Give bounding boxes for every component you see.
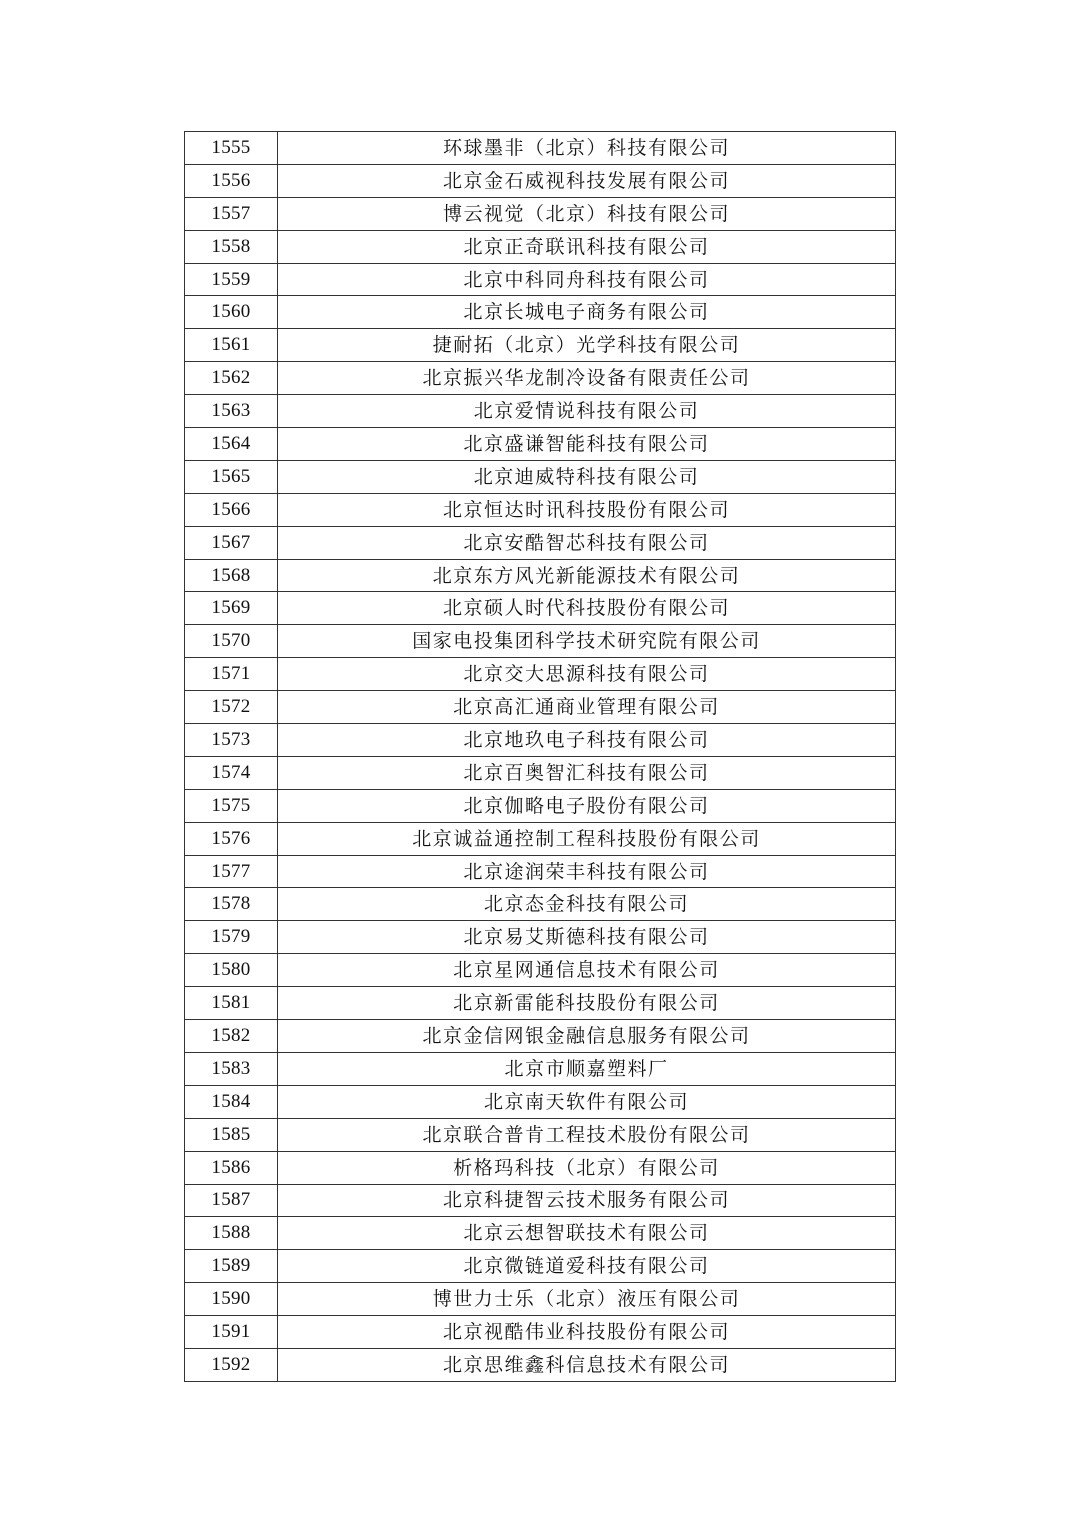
table-row [185, 1151, 896, 1184]
table-row [185, 1118, 896, 1151]
company-name: 北京地玖电子科技有限公司 [278, 724, 896, 757]
company-name: 北京伽略电子股份有限公司 [278, 789, 896, 822]
company-name: 北京途润荣丰科技有限公司 [278, 855, 896, 888]
company-table-body [185, 132, 896, 1382]
row-number: 1560 [185, 296, 278, 329]
company-name: 北京恒达时讯科技股份有限公司 [278, 493, 896, 526]
row-number: 1565 [185, 460, 278, 493]
company-name: 北京态金科技有限公司 [278, 888, 896, 921]
row-number: 1592 [185, 1348, 278, 1381]
row-number: 1585 [185, 1118, 278, 1151]
row-number: 1583 [185, 1052, 278, 1085]
company-name: 北京交大思源科技有限公司 [278, 658, 896, 691]
table-row [185, 855, 896, 888]
company-name: 博世力士乐（北京）液压有限公司 [278, 1283, 896, 1316]
table-row [185, 493, 896, 526]
table-row [185, 428, 896, 461]
company-name: 北京科捷智云技术服务有限公司 [278, 1184, 896, 1217]
company-name: 北京新雷能科技股份有限公司 [278, 987, 896, 1020]
table-row [185, 460, 896, 493]
row-number: 1584 [185, 1085, 278, 1118]
row-number: 1566 [185, 493, 278, 526]
table-row [185, 395, 896, 428]
table-row [185, 625, 896, 658]
table-row [185, 658, 896, 691]
company-name: 北京盛谦智能科技有限公司 [278, 428, 896, 461]
table-row [185, 592, 896, 625]
company-name: 北京云想智联技术有限公司 [278, 1217, 896, 1250]
company-name: 北京星网通信息技术有限公司 [278, 954, 896, 987]
company-name: 北京市顺嘉塑料厂 [278, 1052, 896, 1085]
company-name: 北京思维鑫科信息技术有限公司 [278, 1348, 896, 1381]
row-number: 1564 [185, 428, 278, 461]
row-number: 1590 [185, 1283, 278, 1316]
table-row [185, 132, 896, 165]
row-number: 1591 [185, 1316, 278, 1349]
row-number: 1561 [185, 329, 278, 362]
row-number: 1568 [185, 559, 278, 592]
table-row [185, 1217, 896, 1250]
company-name: 北京视酷伟业科技股份有限公司 [278, 1316, 896, 1349]
table-row [185, 1283, 896, 1316]
table-row [185, 987, 896, 1020]
row-number: 1589 [185, 1250, 278, 1283]
row-number: 1555 [185, 132, 278, 165]
table-row [185, 263, 896, 296]
table-row [185, 1250, 896, 1283]
table-row [185, 789, 896, 822]
row-number: 1569 [185, 592, 278, 625]
row-number: 1576 [185, 822, 278, 855]
row-number: 1570 [185, 625, 278, 658]
company-name: 北京高汇通商业管理有限公司 [278, 691, 896, 724]
table-row [185, 756, 896, 789]
row-number: 1588 [185, 1217, 278, 1250]
row-number: 1574 [185, 756, 278, 789]
company-name: 北京正奇联讯科技有限公司 [278, 230, 896, 263]
row-number: 1577 [185, 855, 278, 888]
company-table [184, 131, 896, 1382]
company-name: 捷耐拓（北京）光学科技有限公司 [278, 329, 896, 362]
row-number: 1558 [185, 230, 278, 263]
row-number: 1559 [185, 263, 278, 296]
company-list-sheet [184, 131, 896, 1382]
table-row [185, 822, 896, 855]
company-name: 析格玛科技（北京）有限公司 [278, 1151, 896, 1184]
row-number: 1575 [185, 789, 278, 822]
row-number: 1586 [185, 1151, 278, 1184]
table-row [185, 230, 896, 263]
table-row [185, 888, 896, 921]
table-row [185, 954, 896, 987]
table-row [185, 197, 896, 230]
table-row [185, 1085, 896, 1118]
company-name: 北京联合普肯工程技术股份有限公司 [278, 1118, 896, 1151]
company-name: 北京安酷智芯科技有限公司 [278, 526, 896, 559]
row-number: 1572 [185, 691, 278, 724]
company-name: 北京南天软件有限公司 [278, 1085, 896, 1118]
table-row [185, 329, 896, 362]
company-name: 环球墨非（北京）科技有限公司 [278, 132, 896, 165]
table-row [185, 1020, 896, 1053]
table-row [185, 1316, 896, 1349]
company-name: 北京硕人时代科技股份有限公司 [278, 592, 896, 625]
table-row [185, 296, 896, 329]
table-row [185, 559, 896, 592]
table-row [185, 724, 896, 757]
company-name: 北京爱情说科技有限公司 [278, 395, 896, 428]
row-number: 1563 [185, 395, 278, 428]
row-number: 1557 [185, 197, 278, 230]
table-row [185, 1052, 896, 1085]
company-name: 北京振兴华龙制冷设备有限责任公司 [278, 362, 896, 395]
table-row [185, 1184, 896, 1217]
table-row [185, 1348, 896, 1381]
company-name: 北京迪威特科技有限公司 [278, 460, 896, 493]
row-number: 1578 [185, 888, 278, 921]
company-name: 北京中科同舟科技有限公司 [278, 263, 896, 296]
table-row [185, 691, 896, 724]
row-number: 1567 [185, 526, 278, 559]
company-name: 北京易艾斯德科技有限公司 [278, 921, 896, 954]
company-name: 北京金信网银金融信息服务有限公司 [278, 1020, 896, 1053]
company-name: 北京长城电子商务有限公司 [278, 296, 896, 329]
table-row [185, 921, 896, 954]
company-name: 博云视觉（北京）科技有限公司 [278, 197, 896, 230]
row-number: 1580 [185, 954, 278, 987]
row-number: 1556 [185, 164, 278, 197]
company-name: 北京诚益通控制工程科技股份有限公司 [278, 822, 896, 855]
row-number: 1579 [185, 921, 278, 954]
company-name: 国家电投集团科学技术研究院有限公司 [278, 625, 896, 658]
table-row [185, 362, 896, 395]
row-number: 1562 [185, 362, 278, 395]
row-number: 1573 [185, 724, 278, 757]
row-number: 1582 [185, 1020, 278, 1053]
table-row [185, 164, 896, 197]
company-name: 北京东方风光新能源技术有限公司 [278, 559, 896, 592]
company-name: 北京微链道爱科技有限公司 [278, 1250, 896, 1283]
row-number: 1587 [185, 1184, 278, 1217]
table-row [185, 526, 896, 559]
company-name: 北京金石威视科技发展有限公司 [278, 164, 896, 197]
row-number: 1571 [185, 658, 278, 691]
row-number: 1581 [185, 987, 278, 1020]
company-name: 北京百奥智汇科技有限公司 [278, 756, 896, 789]
